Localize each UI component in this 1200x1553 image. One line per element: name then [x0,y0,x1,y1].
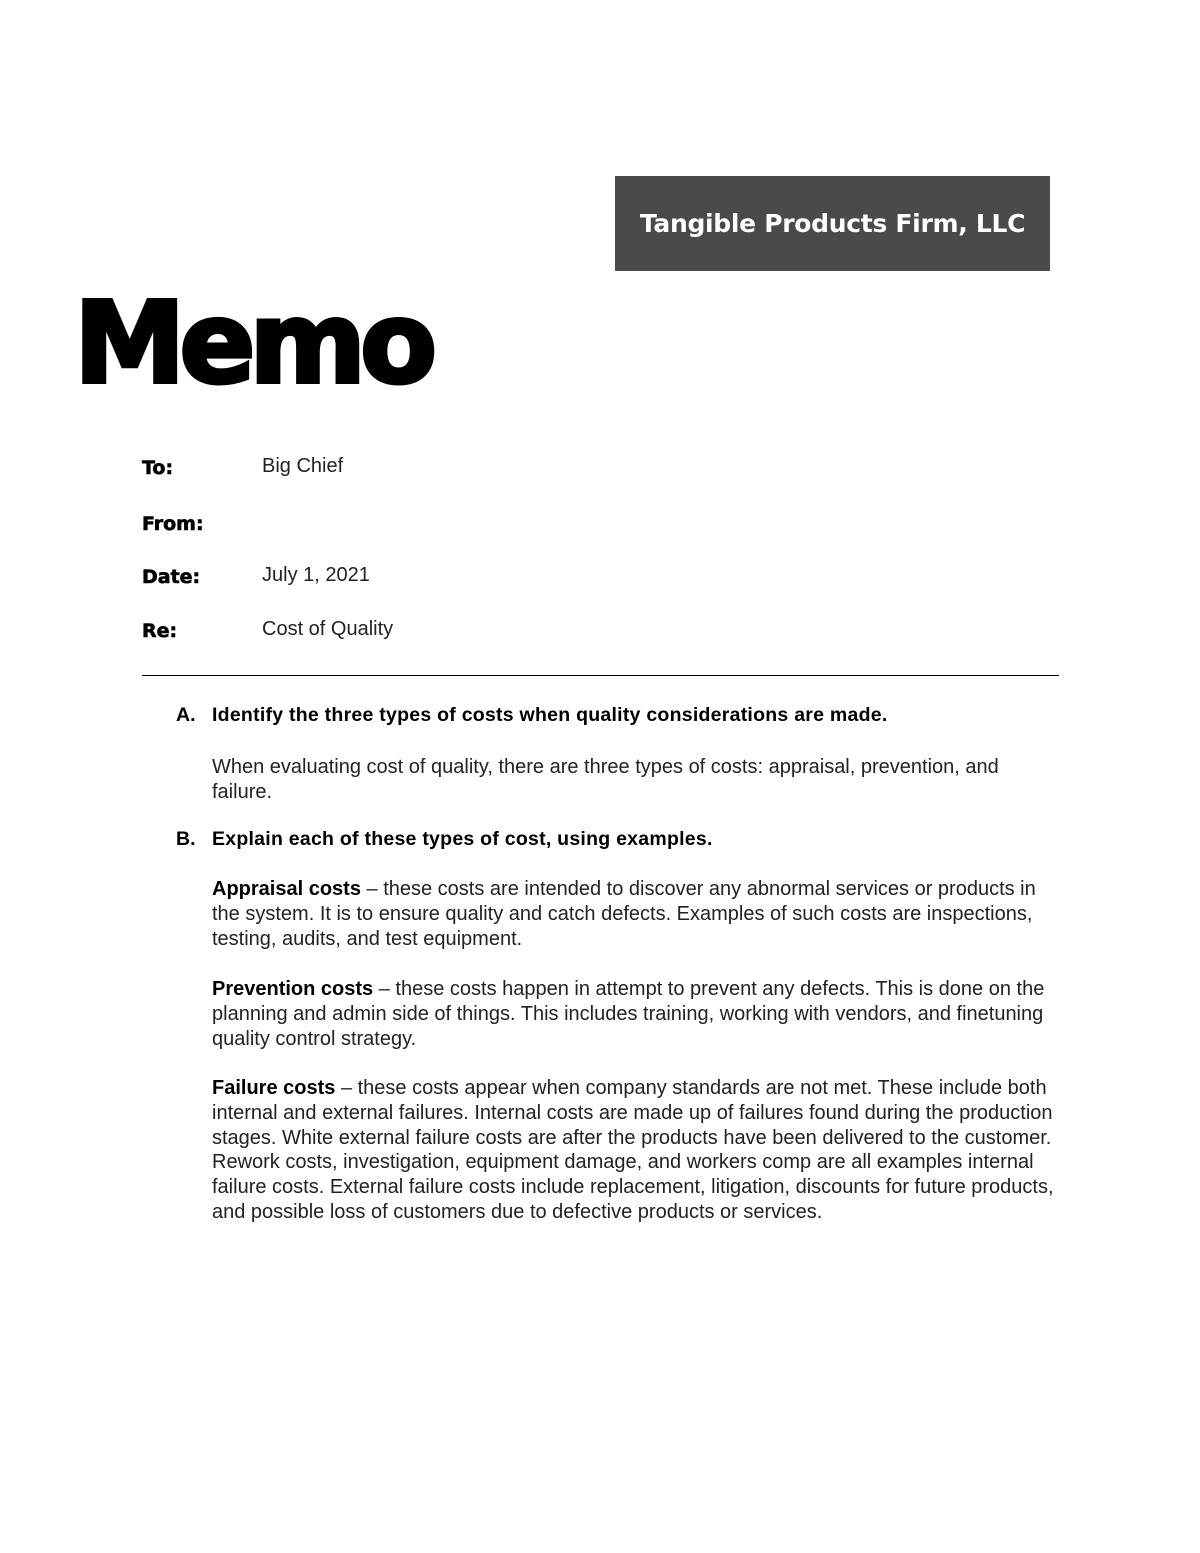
section-a-letter: A. [176,704,196,726]
memo-title: Memo [74,279,432,409]
section-a-title: Identify the three types of costs when quality considerations are made. [212,704,888,726]
failure-paragraph [212,1076,1062,1225]
appraisal-text: – these costs are intended to discover any abnormal services or products in the system. It is to ensure quality and catch defects. Examples of such costs are inspections, testing, audits, and test equipment. [212,878,1036,950]
failure-text: – these costs appear when company standards are not met. These include both internal and external failures. Internal costs are made up of failures found during the production stages. White external failure costs are after the products have been delivered to the customer. Rework costs, investigation, equipment damage, and workers comp are all examples internal failure costs. External failure costs include replacement, litigation, discounts for future products, and possible loss of customers due to defective products or services. [212,1077,1054,1223]
from-label: From: [142,513,204,535]
date-field [142,564,1042,594]
section-a-body: When evaluating cost of quality, there are three types of costs: appraisal, prevention, and failure. [212,756,999,803]
prevention-term: Prevention costs [212,978,374,1000]
re-field [142,618,1042,648]
company-banner [615,176,1050,271]
to-label: To: [142,457,174,479]
prevention-paragraph [212,977,1062,1051]
date-label: Date: [142,566,201,588]
failure-term: Failure costs [212,1077,336,1099]
section-b-letter: B. [176,828,196,850]
appraisal-paragraph [212,877,1062,951]
section-b-title: Explain each of these types of cost, using examples. [212,828,713,850]
company-name: Tangible Products Firm, LLC [639,209,1026,238]
from-field [142,511,1042,541]
re-label: Re: [142,620,178,642]
appraisal-term: Appraisal costs [212,878,361,900]
re-value: Cost of Quality [262,618,394,640]
date-value: July 1, 2021 [262,564,370,586]
to-value: Big Chief [262,455,344,477]
prevention-text: – these costs happen in attempt to prevent any defects. This is done on the planning and admin side of things. This includes training, working with vendors, and finetuning quality control strategy. [212,978,1045,1050]
header-divider [142,675,1059,676]
to-field [142,455,1042,485]
